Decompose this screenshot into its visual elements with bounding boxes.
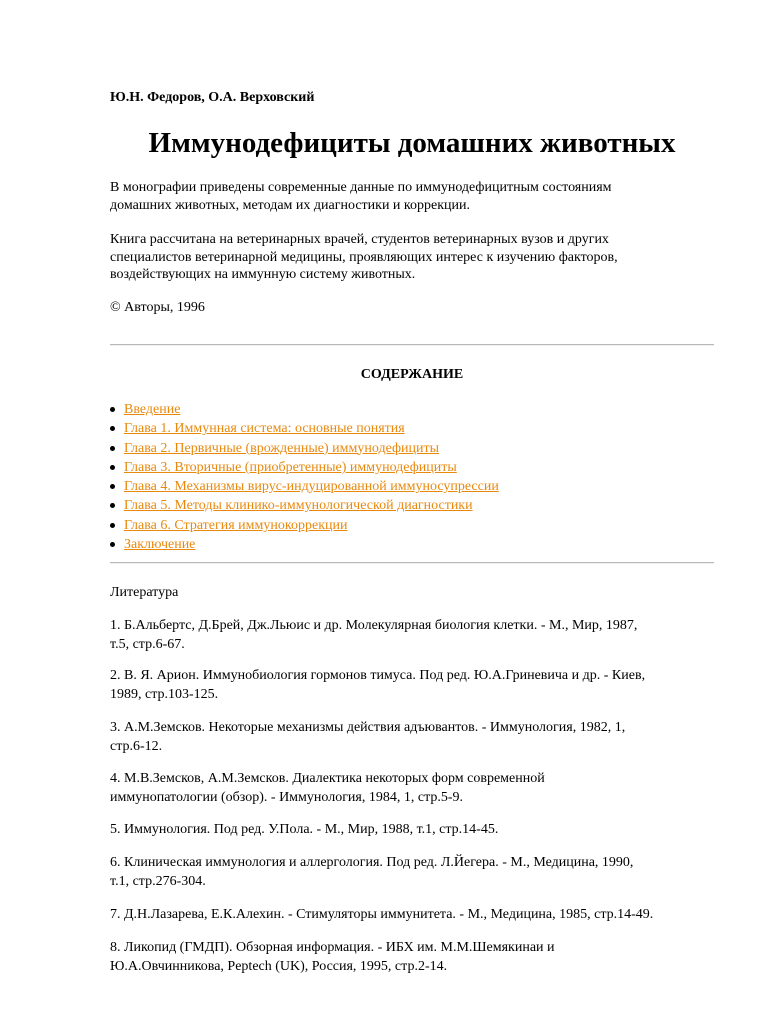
- text-line: 5. Иммунология. Под ред. У.Пола. - М., Мир, 1988, т.1, стр.14-45.: [110, 822, 499, 837]
- text-line: Ю.А.Овчинникова, Peptech (UK), Россия, 1995, стр.2-14.: [110, 959, 448, 974]
- divider: [110, 344, 714, 346]
- text-line: 1. Б.Альбертс, Д.Брей, Дж.Льюис и др. Молекулярная биология клетки. - М., Мир, 1987,: [110, 618, 638, 633]
- reference-item: [110, 769, 714, 807]
- text-line: 8. Ликопид (ГМДП). Обзорная информация. - ИБХ им. М.М.Шемякинаи и: [110, 940, 555, 955]
- text-line: В монографии приведены современные данные по иммунодефицитным состояниям: [110, 180, 612, 195]
- toc-link-chapter-3[interactable]: Глава 3. Вторичные (приобретенные) иммунодефициты: [124, 459, 457, 475]
- text-line: 1989, стр.103-125.: [110, 687, 219, 702]
- text-line: иммунопатологии (обзор). - Иммунология, 1984, 1, стр.5-9.: [110, 790, 464, 805]
- text-line: воздействующих на иммунную систему животных.: [110, 267, 416, 282]
- intro-paragraph-2: [110, 231, 710, 284]
- text-line: т.5, стр.6-67.: [110, 637, 185, 652]
- divider: [110, 562, 714, 564]
- reference-item: [110, 905, 714, 924]
- toc-link-chapter-5[interactable]: Глава 5. Методы клинико-иммунологической диагностики: [124, 498, 473, 514]
- toc-heading: СОДЕРЖАНИЕ: [360, 367, 464, 382]
- reference-item: [110, 938, 714, 976]
- toc-item-chapter-3: [110, 458, 499, 477]
- toc-item-chapter-5: [110, 496, 499, 515]
- bullet-icon: [110, 465, 115, 470]
- table-of-contents: [110, 400, 499, 554]
- toc-link-introduction[interactable]: Введение: [124, 402, 181, 417]
- reference-item: [110, 666, 714, 704]
- references-heading-text: Литература: [110, 585, 179, 600]
- toc-link-chapter-1[interactable]: Глава 1. Иммунная система: основные понятия: [124, 421, 405, 437]
- text-line: специалистов ветеринарной медицины, проявляющих интерес к изучению факторов,: [110, 249, 618, 265]
- authors: Ю.Н. Федоров, О.А. Верховский: [110, 90, 315, 105]
- text-line: 4. М.В.Земсков, А.М.Земсков. Диалектика некоторых форм современной: [110, 771, 545, 786]
- toc-link-conclusion[interactable]: Заключение: [124, 537, 196, 553]
- toc-item-chapter-4: [110, 477, 499, 496]
- toc-item-conclusion: [110, 535, 499, 554]
- bullet-icon: [110, 426, 115, 431]
- text-line: 7. Д.Н.Лазарева, Е.К.Алехин. - Стимуляторы иммунитета. - М., Медицина, 1985, стр.14-49.: [110, 907, 654, 922]
- intro-paragraph-1: [110, 179, 710, 214]
- reference-item: [110, 616, 714, 654]
- bullet-icon: [110, 542, 115, 547]
- bullet-icon: [110, 484, 115, 489]
- copyright: [110, 299, 710, 317]
- text-line: 6. Клиническая иммунология и аллергология. Под ред. Л.Йегера. - М., Медицина, 1990,: [110, 855, 634, 870]
- bullet-icon: [110, 523, 115, 528]
- reference-item: [110, 820, 714, 839]
- toc-link-chapter-4[interactable]: Глава 4. Механизмы вирус-индуцированной иммуносупрессии: [124, 479, 499, 495]
- toc-item-introduction: [110, 400, 499, 419]
- page-title: Иммунодефициты домашних животных: [148, 127, 676, 159]
- text-line: 2. В. Я. Арион. Иммунобиология гормонов тимуса. Под ред. Ю.А.Гриневича и др. - Киев,: [110, 668, 646, 683]
- text-line: домашних животных, методам их диагностики и коррекции.: [110, 197, 471, 213]
- reference-item: [110, 718, 714, 756]
- text-line: Книга рассчитана на ветеринарных врачей, студентов ветеринарных вузов и других: [110, 232, 609, 247]
- copyright-text: © Авторы, 1996: [110, 300, 205, 315]
- toc-item-chapter-2: [110, 439, 499, 458]
- toc-link-chapter-2[interactable]: Глава 2. Первичные (врожденные) иммунодефициты: [124, 440, 440, 456]
- toc-item-chapter-6: [110, 516, 499, 535]
- bullet-icon: [110, 446, 115, 451]
- toc-link-chapter-6[interactable]: Глава 6. Стратегия иммунокоррекции: [124, 517, 348, 533]
- reference-item: [110, 853, 714, 891]
- toc-item-chapter-1: [110, 419, 499, 438]
- bullet-icon: [110, 407, 115, 412]
- bullet-icon: [110, 503, 115, 508]
- text-line: т.1, стр.276-304.: [110, 874, 206, 889]
- text-line: 3. А.М.Земсков. Некоторые механизмы действия адъювантов. - Иммунология, 1982, 1,: [110, 720, 626, 735]
- references-heading: [110, 583, 714, 602]
- text-line: стр.6-12.: [110, 739, 163, 754]
